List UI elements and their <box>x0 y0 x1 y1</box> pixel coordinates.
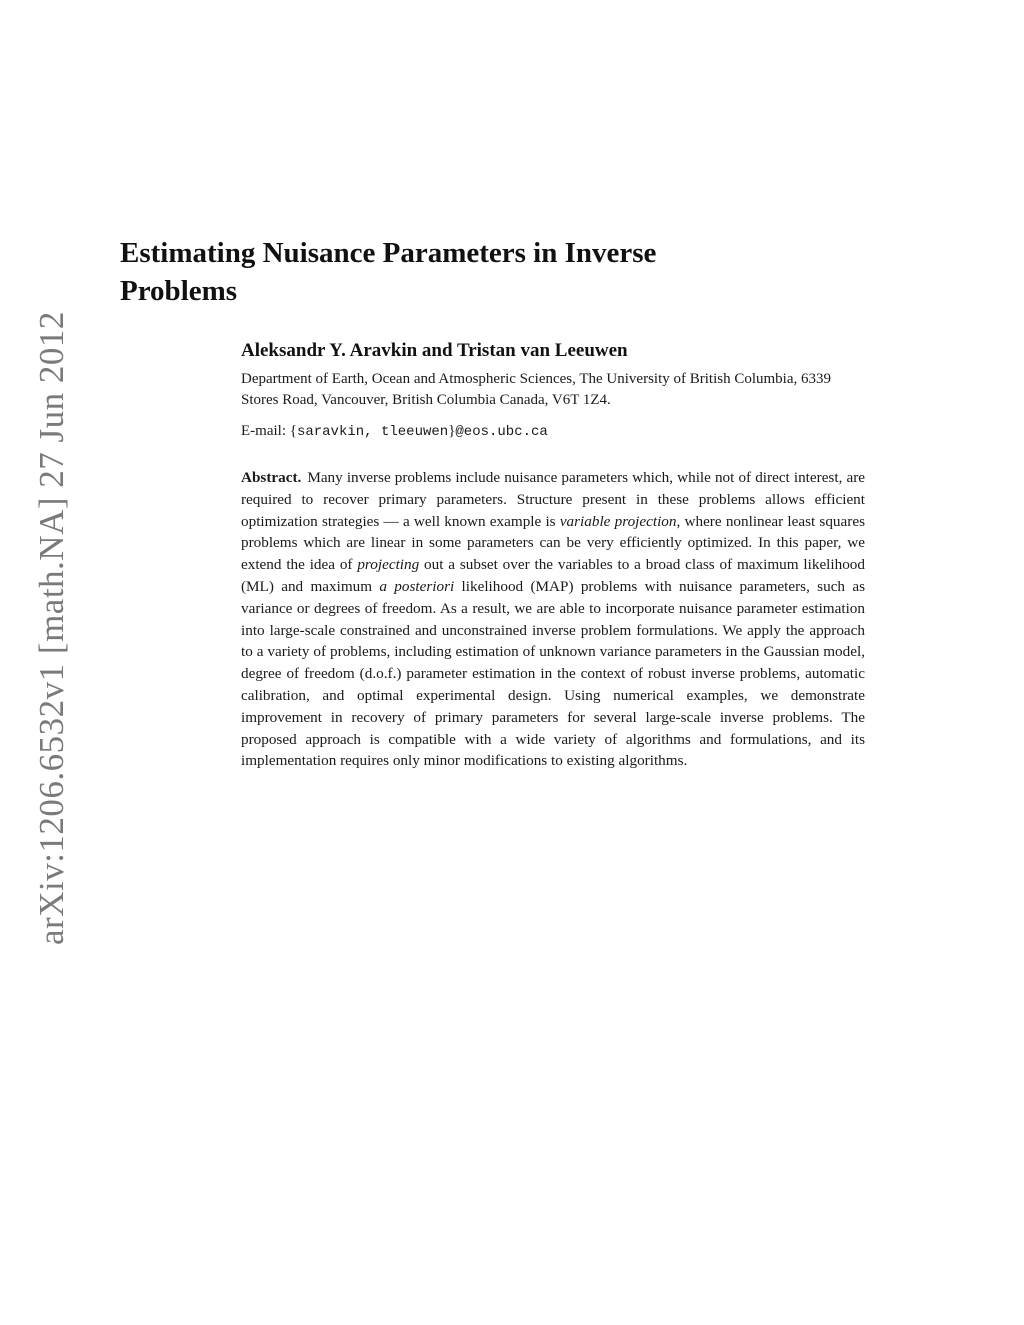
email-label: E-mail: <box>241 423 286 439</box>
email-close-brace: } <box>448 423 456 439</box>
author-affiliation: Department of Earth, Ocean and Atmospheric Sciences, The University of British Columbia, 6339 Stores Road, Vancouver, British Columbia Canada, V6T 1Z4. <box>241 371 832 408</box>
abstract-paragraph <box>241 467 865 772</box>
email-domain: @eos.ubc.ca <box>455 424 548 440</box>
paper-authors: Aleksandr Y. Aravkin and Tristan van Leeuwen <box>241 340 628 361</box>
abstract-emphasis-projecting: projecting <box>357 556 420 574</box>
abstract-text-2: , where nonlinear least squares problems which are linear in some parameters can be very efficiently optimized. In this paper, we extend the idea of <box>241 512 865 574</box>
abstract-emphasis-variable-projection: variable projection <box>559 512 677 530</box>
abstract-text-4: likelihood (MAP) problems with nuisance parameters, such as variance or degrees of freedom. As a result, we are able to incorporate nuisance parameter estimation into large-scale constrained and unconstrained inverse problem formulations. We apply the approach to a variety of problems, including estimation of unknown variance parameters in the Gaussian model, degree of freedom (d.o.f.) parameter estimation in the context of robust inverse problems, automatic calibration, and optimal experimental design. Using numerical examples, we demonstrate improvement in recovery of primary parameters for several large-scale inverse problems. The proposed approach is compatible with a wide variety of algorithms and formulations, and its implementation requires only minor modifications to existing algorithms. <box>241 577 866 770</box>
abstract-label: Abstract. <box>241 469 302 486</box>
email-open-brace: { <box>286 423 297 439</box>
arxiv-identifier-stamp: arXiv:1206.6532v1 [math.NA] 27 Jun 2012 <box>32 311 71 945</box>
email-users: saravkin, tleeuwen <box>296 424 449 440</box>
abstract-text-3: out a subset over the variables to a broad class of maximum likelihood (ML) and maximum <box>241 556 865 595</box>
abstract-emphasis-a-posteriori: a posteriori <box>379 577 455 595</box>
abstract-text-1: Many inverse problems include nuisance parameters which, while not of direct interest, are required to recover primary parameters. Structure present in these problems allows efficient optimization strategies — a well known example is <box>241 469 865 530</box>
paper-title: Estimating Nuisance Parameters in Inverse Problems <box>120 237 657 307</box>
author-email <box>241 421 548 442</box>
